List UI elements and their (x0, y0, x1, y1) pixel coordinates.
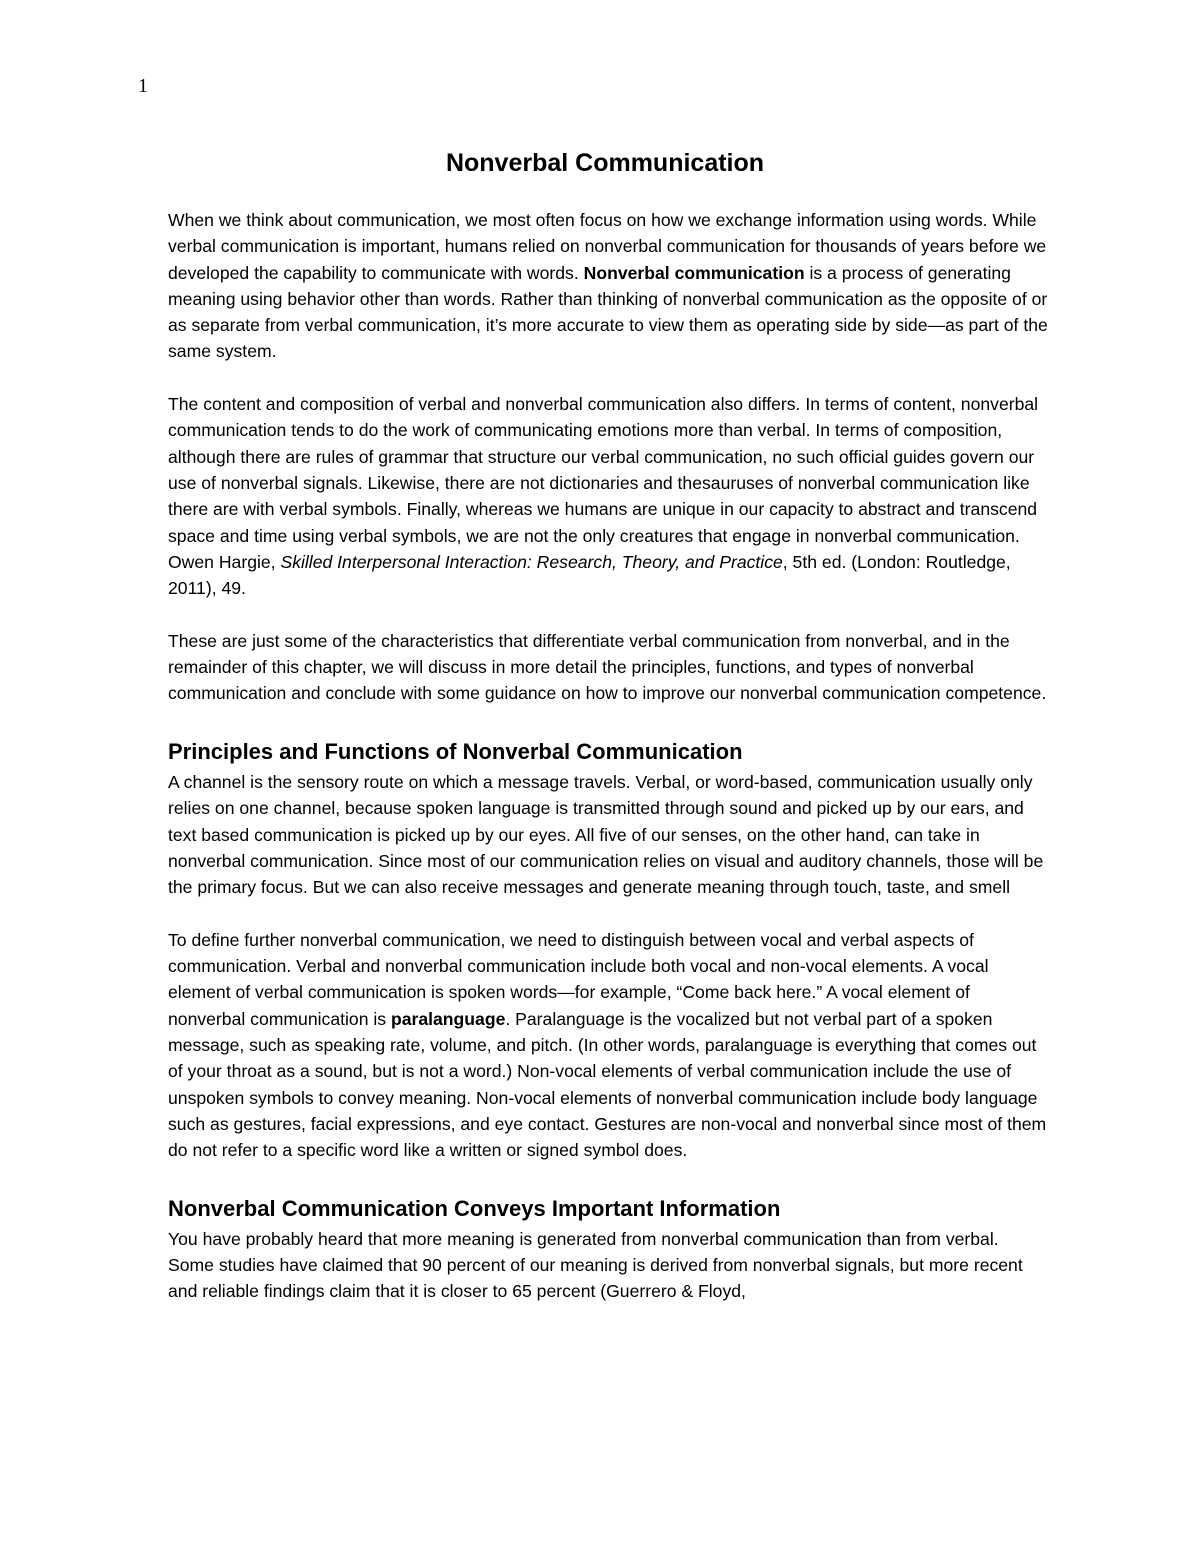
section1-paragraph-2 (168, 927, 1048, 1164)
page-number: 1 (138, 75, 148, 97)
intro-p1-text-b: is a process of generating meaning using behavior other than words. Rather than thinking of nonverbal communication as the opposite of or as separate from verbal communication, it’s more accurate to view them as operating side by side—as part of the same system. (168, 262, 1048, 362)
document-body (168, 207, 1048, 1305)
section1-p2-text-a: To define further nonverbal communication, we need to distinguish between vocal and verbal aspects of communication. Verbal and nonverbal communication include both vocal and non-vocal elements. A vocal element of verbal communication is spoken words—for example, “Come back here.” A vocal element of nonverbal communication is (168, 929, 989, 1029)
intro-paragraph-2 (168, 391, 1048, 601)
term-nonverbal-communication: Nonverbal communication (583, 262, 805, 283)
term-paralanguage: paralanguage (390, 1008, 506, 1029)
intro-p1-text-a: When we think about communication, we most often focus on how we exchange information using words. While verbal communication is important, humans relied on nonverbal communication for thousands of years before we developed the capability to communicate with words. (168, 210, 1047, 283)
document-title: Nonverbal Communication (445, 149, 765, 177)
section2-paragraph-1: You have probably heard that more meaning is generated from nonverbal communication than from verbal. Some studies have claimed that 90 percent of our meaning is derived from nonverbal signals, but more recent and reliable findings claim that it is closer to 65 percent (Guerrero & Floyd, (168, 1228, 1023, 1302)
section1-paragraph-1: A channel is the sensory route on which a message travels. Verbal, or word-based, communication usually only relies on one channel, because spoken language is transmitted through sound and picked up by our ears, and text based communication is picked up by our eyes. All five of our senses, on the other hand, can take in nonverbal communication. Since most of our communication relies on visual and auditory channels, those will be the primary focus. But we can also receive messages and generate meaning through touch, taste, and smell (168, 771, 1044, 898)
intro-paragraph-1 (168, 207, 1048, 365)
intro-paragraph-3: These are just some of the characteristics that differentiate verbal communication from nonverbal, and in the remainder of this chapter, we will discuss in more detail the principles, functions, and types of nonverbal communication and conclude with some guidance on how to improve our nonverbal communication competence. (168, 630, 1047, 704)
section-heading-conveys-information: Nonverbal Communication Conveys Important Information (168, 1195, 781, 1221)
section1-p2-text-b: . Paralanguage is the vocalized but not verbal part of a spoken message, such as speaking rate, volume, and pitch. (In other words, paralanguage is everything that comes out of your throat as a sound, but is not a word.) Non-vocal elements of verbal communication include the use of unspoken symbols to convey meaning. Non-vocal elements of nonverbal communication include body language such as gestures, facial expressions, and eye contact. Gestures are non-vocal and nonverbal since most of them do not refer to a specific word like a written or signed symbol does. (168, 1008, 1047, 1161)
section-heading-principles: Principles and Functions of Nonverbal Communication (168, 738, 743, 764)
book-title-citation: Skilled Interpersonal Interaction: Research, Theory, and Practice (280, 551, 783, 572)
intro-p2-text-b: , 5th ed. (London: Routledge, 2011), 49. (168, 551, 1011, 599)
intro-p2-text-a: The content and composition of verbal and nonverbal communication also differs. In terms of content, nonverbal communication tends to do the work of communicating emotions more than verbal. In terms of composition, although there are rules of grammar that structure our verbal communication, no such official guides govern our use of nonverbal signals. Likewise, there are not dictionaries and thesauruses of nonverbal communication like there are with verbal symbols. Finally, whereas we humans are unique in our capacity to abstract and transcend space and time using verbal symbols, we are not the only creatures that engage in nonverbal communication. Owen Hargie, (168, 394, 1039, 572)
